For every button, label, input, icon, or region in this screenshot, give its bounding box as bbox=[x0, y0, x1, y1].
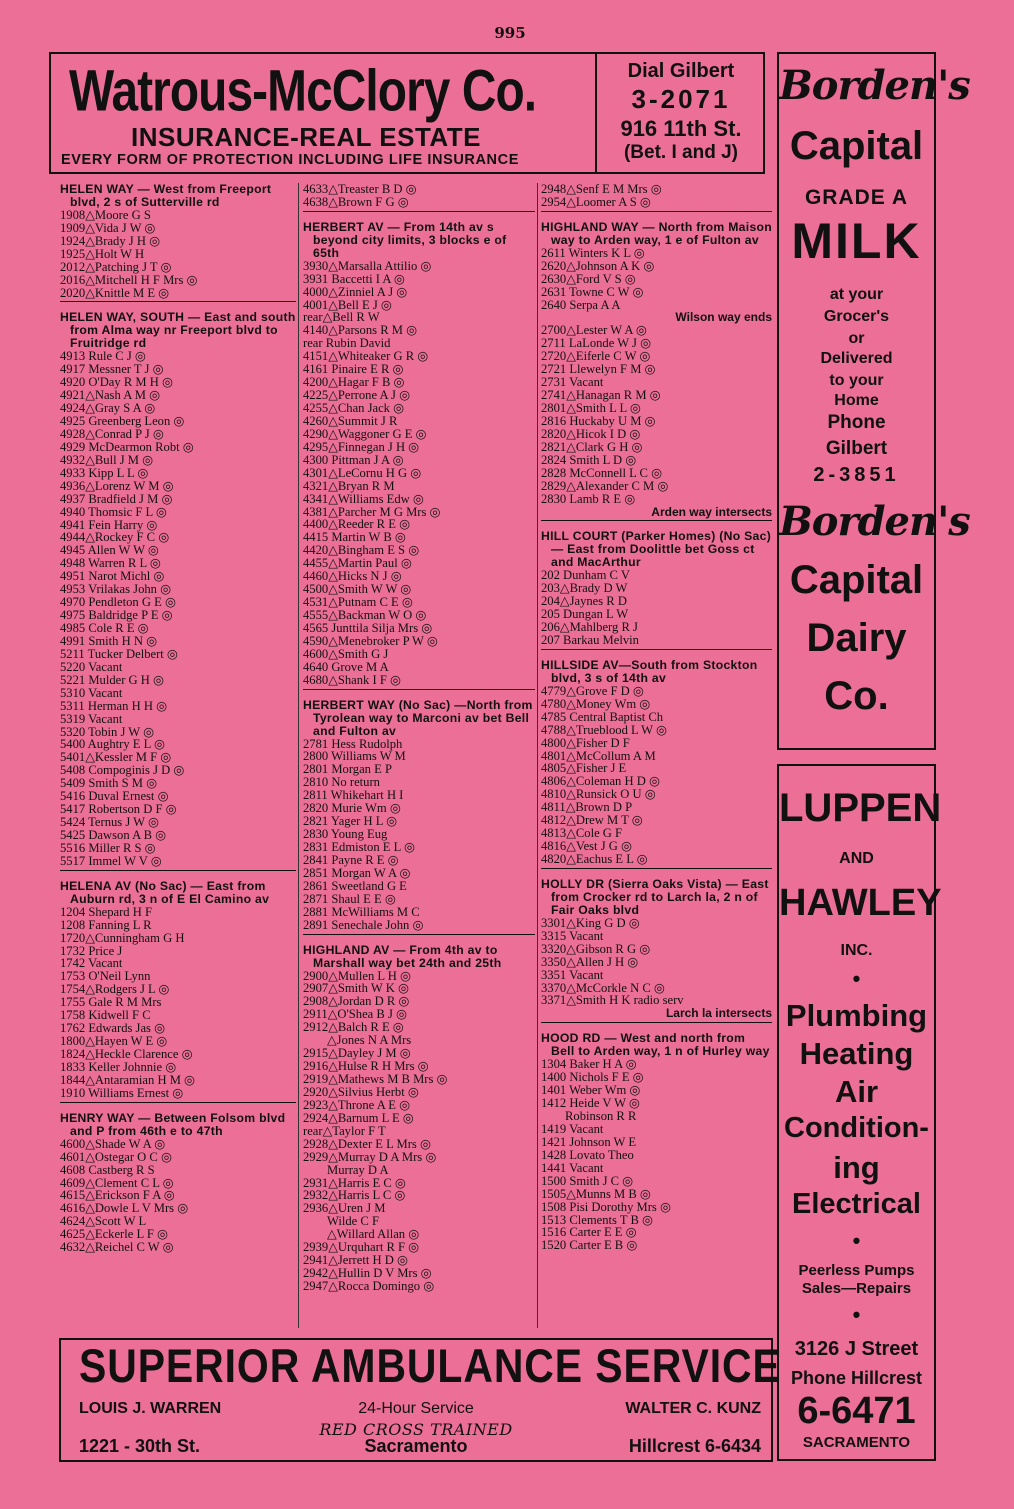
hawley-name: HAWLEY bbox=[779, 882, 942, 924]
resident-entry: 2841 Payne R E ◎ bbox=[303, 852, 399, 867]
top-ad-divider bbox=[595, 54, 597, 172]
resident-entry: 4816△Vest J G ◎ bbox=[541, 839, 632, 854]
service: ing bbox=[833, 1150, 880, 1185]
resident-entry: 3370△McCorkle N C ◎ bbox=[541, 980, 665, 995]
resident-entry: rear△Bell R W bbox=[303, 310, 380, 325]
resident-entry: 4928△Conrad P J ◎ bbox=[60, 426, 164, 441]
resident-entry: 2915△Dayley J M ◎ bbox=[303, 1046, 411, 1061]
resident-entry: 206△Mahlberg R J bbox=[541, 620, 638, 635]
resident-entry: 1208 Fanning L R bbox=[60, 917, 152, 932]
resident-entry: 4161 Pinaire E R ◎ bbox=[303, 362, 404, 377]
resident-entry: 4970 Pendleton G E ◎ bbox=[60, 595, 176, 610]
resident-entry: 4295△Finnegan J H ◎ bbox=[303, 439, 420, 454]
bordens-text: Grocer's bbox=[823, 308, 890, 325]
top-ad-line1: INSURANCE-REAL ESTATE bbox=[131, 122, 481, 152]
resident-entry: 2931△Harris E C ◎ bbox=[303, 1175, 406, 1190]
resident-entry: 4625△Eckerle L F ◎ bbox=[60, 1227, 168, 1242]
ambulance-ad bbox=[59, 1338, 781, 1462]
resident-entry: 4455△Martin Paul ◎ bbox=[303, 556, 412, 571]
section-rule bbox=[541, 649, 772, 650]
resident-entry: 1520 Carter E B ◎ bbox=[541, 1238, 638, 1253]
resident-entry: 4301△LeCornu H G ◎ bbox=[303, 465, 422, 480]
resident-entry: 2907△Smith W K ◎ bbox=[303, 981, 409, 996]
resident-entry: 4948 Warren R L ◎ bbox=[60, 556, 161, 571]
resident-entry: 2861 Sweetland G E bbox=[303, 878, 407, 893]
section-rule bbox=[541, 520, 772, 521]
resident-entry: 3320△Gibson R G ◎ bbox=[541, 941, 651, 956]
resident-entry: 2929△Murray D A Mrs ◎ bbox=[303, 1149, 437, 1164]
resident-entry: 2631 Towne C W ◎ bbox=[541, 284, 644, 299]
resident-entry: 2947△Rocca Domingo ◎ bbox=[303, 1279, 435, 1293]
resident-entry: 5408 Compoginis J D ◎ bbox=[60, 763, 185, 778]
bordens-milk: MILK bbox=[791, 213, 922, 269]
ambulance-left-name: LOUIS J. WARREN bbox=[79, 1400, 222, 1417]
street-heading: HELEN WAY, SOUTH — East and south from Alma way nr Freeport blvd to Fruitridge rd bbox=[60, 310, 296, 351]
resident-entry: 4937 Bradfield J M ◎ bbox=[60, 491, 173, 506]
resident-entry: 4420△Bingham E S ◎ bbox=[303, 543, 420, 558]
resident-entry: △Jones N A Mrs bbox=[327, 1033, 412, 1048]
resident-entry: 4991 Smith H N ◎ bbox=[60, 633, 158, 648]
resident-entry: 2810 No return bbox=[303, 775, 380, 790]
resident-entry: 2012△Patching J T ◎ bbox=[60, 259, 172, 274]
resident-entry: 4810△Runsick O U ◎ bbox=[541, 787, 656, 802]
resident-entry: 1755 Gale R M Mrs bbox=[60, 995, 162, 1010]
resident-entry: 1421 Johnson W E bbox=[541, 1134, 637, 1149]
resident-entry: 2881 McWilliams M C bbox=[303, 904, 420, 919]
resident-entry: 4500△Smith W W ◎ bbox=[303, 582, 412, 597]
resident-entry: 2912△Balch R E ◎ bbox=[303, 1020, 404, 1035]
resident-entry: 2941△Jerrett H D ◎ bbox=[303, 1253, 408, 1268]
luppen-hawley-ad bbox=[777, 764, 942, 1461]
resident-entry: 3930△Marsalla Attilio ◎ bbox=[303, 258, 432, 273]
resident-entry: 4925 Greenberg Leon ◎ bbox=[60, 414, 185, 429]
resident-entry: 1401 Weber Wm ◎ bbox=[541, 1083, 641, 1098]
resident-entry: 5310 Vacant bbox=[60, 685, 123, 700]
resident-entry: 4820△Eachus E L ◎ bbox=[541, 852, 648, 867]
resident-entry: 2816 Huckaby U M ◎ bbox=[541, 413, 656, 428]
resident-entry: 1753 O'Neil Lynn bbox=[60, 969, 151, 984]
section-rule bbox=[541, 868, 772, 869]
resident-entry: 5416 Duval Ernest ◎ bbox=[60, 789, 169, 804]
resident-entry: 1508 Pisi Dorothy Mrs ◎ bbox=[541, 1199, 671, 1214]
section-rule bbox=[60, 301, 296, 302]
bordens-text: Gilbert bbox=[825, 438, 888, 459]
resident-entry: 4255△Chan Jack ◎ bbox=[303, 401, 405, 416]
resident-entry: 4001△Bell E J ◎ bbox=[303, 297, 392, 312]
resident-entry: 203△Brady D W bbox=[541, 581, 628, 596]
resident-entry: 4785 Central Baptist Ch bbox=[541, 709, 664, 724]
resident-entry: 1732 Price J bbox=[60, 943, 123, 958]
resident-entry: △Willard Allan ◎ bbox=[327, 1227, 420, 1242]
resident-entry: 1428 Lovato Theo bbox=[541, 1147, 634, 1162]
resident-entry: 1758 Kidwell F C bbox=[60, 1008, 151, 1023]
resident-entry: 5319 Vacant bbox=[60, 711, 123, 726]
bordens-phone: 2-3851 bbox=[813, 464, 900, 486]
resident-entry: 4929 McDearmon Robt ◎ bbox=[60, 439, 194, 454]
resident-entry: 2630△Ford V S ◎ bbox=[541, 271, 636, 286]
resident-entry: 4608 Castberg R S bbox=[60, 1162, 155, 1177]
street-heading: HILLSIDE AV—South from Stockton blvd, 3 s of 14th av bbox=[541, 657, 758, 685]
street-heading: HERBERT WAY (No Sac) —North from Tyrolean way to Marconi av bet Bell and Fulton av bbox=[303, 697, 533, 738]
resident-entry: 5516 Miller R S ◎ bbox=[60, 840, 156, 855]
resident-entry: 2923△Throne A E ◎ bbox=[303, 1097, 411, 1112]
resident-entry: 4913 Rule C J ◎ bbox=[60, 349, 146, 364]
resident-entry: 4780△Money Wm ◎ bbox=[541, 696, 651, 711]
resident-entry: 2830 Lamb R E ◎ bbox=[541, 491, 636, 506]
ambulance-red-cross: RED CROSS TRAINED bbox=[319, 1420, 513, 1439]
bullet: • bbox=[852, 1302, 861, 1327]
street-heading: HIGHLAND WAY — North from Maison way to Arden way, 1 e of Fulton av bbox=[541, 219, 773, 247]
resident-entry: 2920△Silvius Herbt ◎ bbox=[303, 1084, 419, 1099]
street-note: Larch la intersects bbox=[665, 1006, 772, 1021]
resident-entry: 5425 Dawson A B ◎ bbox=[60, 828, 167, 843]
section-rule bbox=[541, 1022, 772, 1023]
resident-entry: 1441 Vacant bbox=[541, 1160, 604, 1175]
resident-entry: 2936△Uren J M bbox=[303, 1201, 386, 1216]
resident-entry: 3301△King G D ◎ bbox=[541, 915, 640, 930]
resident-entry: Robinson R R bbox=[565, 1109, 637, 1123]
section-rule bbox=[60, 1102, 296, 1103]
resident-entry: 5320 Tobin J W ◎ bbox=[60, 724, 155, 739]
pumps: Peerless Pumps bbox=[798, 1262, 915, 1279]
street-heading: HOOD RD — West and north from Bell to Arden way, 1 n of Hurley way bbox=[541, 1031, 770, 1059]
resident-entry: 5417 Robertson D F ◎ bbox=[60, 802, 177, 817]
street-heading: HOLLY DR (Sierra Oaks Vista) — East from Crocker rd to Larch la, 2 n of Fair Oaks blvd bbox=[541, 876, 769, 917]
resident-entry: 2801 Morgan E P bbox=[303, 762, 392, 777]
ambulance-city: Sacramento bbox=[364, 1436, 468, 1456]
resident-entry: 2891 Senechale John ◎ bbox=[303, 917, 424, 932]
resident-entry: 2741△Hanagan R M ◎ bbox=[541, 388, 661, 403]
resident-entry: 2720△Eiferle C W ◎ bbox=[541, 349, 651, 364]
bordens-text: at your bbox=[829, 286, 884, 303]
resident-entry: 4600△Shade W A ◎ bbox=[60, 1136, 166, 1151]
section-rule bbox=[541, 211, 772, 212]
resident-entry: 2828 McConnell L C ◎ bbox=[541, 465, 663, 480]
resident-entry: 1844△Antaramian H M ◎ bbox=[60, 1072, 196, 1087]
resident-entry: 2908△Jordan D R ◎ bbox=[303, 994, 410, 1009]
resident-entry: 2731 Vacant bbox=[541, 375, 604, 390]
resident-entry: 2824 Smith L D ◎ bbox=[541, 452, 637, 467]
resident-entry: 2016△Mitchell H F Mrs ◎ bbox=[60, 272, 198, 287]
resident-entry: 4811△Brown D P bbox=[541, 800, 633, 815]
resident-entry: 1762 Edwards Jas ◎ bbox=[60, 1021, 166, 1036]
resident-entry: 2020△Knittle M E ◎ bbox=[60, 285, 170, 300]
resident-entry: 5401△Kessler M F ◎ bbox=[60, 750, 172, 765]
resident-entry: 3350△Allen J H ◎ bbox=[541, 954, 639, 969]
resident-entry: 2900△Mullen L H ◎ bbox=[303, 968, 412, 983]
resident-entry: 4381△Parcher M G Mrs ◎ bbox=[303, 504, 441, 519]
resident-entry: 1516 Carter E E ◎ bbox=[541, 1225, 637, 1240]
resident-entry: 4400△Reeder R E ◎ bbox=[303, 517, 411, 532]
bordens-dairy: Dairy bbox=[806, 616, 907, 660]
luppen-and: AND bbox=[839, 850, 874, 867]
resident-entry: 4788△Trueblood L W ◎ bbox=[541, 722, 667, 737]
top-ad-phone: 3-2071 bbox=[631, 84, 731, 114]
resident-entry: 4936△Lorenz W M ◎ bbox=[60, 478, 174, 493]
luppen-address: 3126 J Street bbox=[794, 1338, 919, 1360]
resident-entry: 4921△Nash A M ◎ bbox=[60, 388, 161, 403]
column-divider bbox=[298, 183, 299, 1328]
luppen-inc: INC. bbox=[840, 942, 873, 959]
resident-entry: 4609△Clement C L ◎ bbox=[60, 1175, 174, 1190]
resident-entry: 2932△Harris L C ◎ bbox=[303, 1188, 406, 1203]
resident-entry: 5221 Mulder G H ◎ bbox=[60, 672, 165, 687]
resident-entry: 5517 Immel W V ◎ bbox=[60, 853, 162, 868]
resident-entry: 1720△Cunningham G H bbox=[60, 930, 185, 945]
directory-column-3 bbox=[541, 183, 772, 1252]
ambulance-right-phone: Hillcrest 6-6434 bbox=[628, 1436, 761, 1456]
column-divider bbox=[537, 183, 538, 1328]
resident-entry: 4601△Ostegar O C ◎ bbox=[60, 1149, 172, 1164]
bordens-grade: GRADE A bbox=[804, 186, 909, 209]
ambulance-title: SUPERIOR AMBULANCE SERVICE bbox=[79, 1340, 781, 1393]
resident-entry: 4321△Bryan R M bbox=[303, 478, 395, 493]
resident-entry: 3931 Baccetti I A ◎ bbox=[303, 271, 405, 286]
resident-entry: 2611 Winters K L ◎ bbox=[541, 245, 645, 260]
resident-entry: 1500 Smith J C ◎ bbox=[541, 1173, 634, 1188]
resident-entry: 2700△Lester W A ◎ bbox=[541, 323, 647, 338]
resident-entry: 204△Jaynes R D bbox=[541, 594, 627, 609]
ambulance-service: 24-Hour Service bbox=[358, 1400, 474, 1417]
resident-entry: 4632△Reichel C W ◎ bbox=[60, 1240, 174, 1255]
top-ad-company: Watrous-McClory Co. bbox=[69, 59, 537, 125]
resident-entry: 4640 Grove M A bbox=[303, 659, 389, 674]
resident-entry: 1304 Baker H A ◎ bbox=[541, 1057, 637, 1072]
street-heading: HIGHLAND AV — From 4th av to Marshall way bet 24th and 25th bbox=[303, 942, 502, 970]
directory-column-2 bbox=[303, 183, 535, 1293]
resident-entry: 5400 Aughtry E L ◎ bbox=[60, 737, 165, 752]
luppen-phone: 6-6471 bbox=[797, 1390, 916, 1432]
resident-entry: 2620△Johnson A K ◎ bbox=[541, 258, 655, 273]
resident-entry: 2721 Llewelyn F M ◎ bbox=[541, 362, 656, 377]
resident-entry: 4975 Baldridge P E ◎ bbox=[60, 608, 173, 623]
resident-entry: 2820△Hicok I D ◎ bbox=[541, 426, 641, 441]
bordens-text: Phone bbox=[827, 412, 886, 433]
bordens-logo: Borden's bbox=[779, 498, 970, 545]
resident-entry: 2851 Morgan W A ◎ bbox=[303, 865, 411, 880]
bordens-co: Co. bbox=[824, 674, 889, 718]
resident-entry: 2942△Hullin D V Mrs ◎ bbox=[303, 1266, 432, 1281]
service: Electrical bbox=[792, 1188, 921, 1220]
bordens-text: or bbox=[848, 330, 865, 347]
resident-entry: 1925△Holt W H bbox=[60, 246, 145, 261]
ambulance-left-address: 1221 - 30th St. bbox=[79, 1436, 201, 1456]
bordens-text: Delivered bbox=[820, 350, 893, 367]
resident-entry: Wilde C F bbox=[327, 1214, 379, 1229]
resident-entry: 1924△Brady J H ◎ bbox=[60, 233, 161, 248]
bordens-text: Home bbox=[834, 392, 879, 409]
street-heading: HENRY WAY — Between Folsom blvd and P from 46th e to 47th bbox=[60, 1110, 286, 1138]
street-note: Wilson way ends bbox=[675, 310, 772, 325]
luppen-city: SACRAMENTO bbox=[802, 1434, 911, 1451]
resident-entry: 1909△Vida J W ◎ bbox=[60, 220, 156, 235]
resident-entry: 1908△Moore G S bbox=[60, 207, 151, 222]
resident-entry: 2830 Young Eug bbox=[303, 827, 388, 842]
resident-entry: 5424 Ternus J W ◎ bbox=[60, 815, 159, 830]
resident-entry: 1800△Hayen W E ◎ bbox=[60, 1034, 168, 1049]
resident-entry: 5211 Tucker Delbert ◎ bbox=[60, 646, 178, 661]
resident-entry: 4941 Fein Harry ◎ bbox=[60, 517, 158, 532]
resident-entry: 2801△Smith L L ◎ bbox=[541, 401, 641, 416]
top-ad-between: (Bet. I and J) bbox=[623, 142, 738, 163]
resident-entry: 4290△Waggoner G E ◎ bbox=[303, 426, 427, 441]
resident-entry: 4932△Bull J M ◎ bbox=[60, 452, 154, 467]
resident-entry: 4460△Hicks N J ◎ bbox=[303, 569, 402, 584]
bordens-capital: Capital bbox=[789, 558, 924, 602]
resident-entry: 5220 Vacant bbox=[60, 659, 123, 674]
resident-entry: 1400 Nichols F E ◎ bbox=[541, 1070, 644, 1085]
resident-entry: 4933 Kipp L L ◎ bbox=[60, 465, 149, 480]
directory-column-1 bbox=[60, 183, 296, 1254]
resident-entry: 2820 Murie Wm ◎ bbox=[303, 801, 401, 816]
resident-entry: 4225△Perrone A J ◎ bbox=[303, 388, 411, 403]
resident-entry: 2711 LaLonde W J ◎ bbox=[541, 336, 652, 351]
luppen-phone-label: Phone Hillcrest bbox=[790, 1368, 923, 1388]
resident-entry: 1833 Keller Johnnie ◎ bbox=[60, 1059, 177, 1074]
resident-entry: 2800 Williams W M bbox=[303, 749, 406, 764]
street-note: Arden way intersects bbox=[651, 504, 772, 519]
resident-entry: 4600△Smith G J bbox=[303, 646, 389, 661]
section-rule bbox=[303, 934, 535, 935]
bordens-text: to your bbox=[829, 372, 884, 389]
top-ad-line2: EVERY FORM OF PROTECTION INCLUDING LIFE INSURANCE bbox=[61, 152, 519, 168]
resident-entry: rear Rubin David bbox=[303, 336, 391, 351]
ambulance-right-name: WALTER C. KUNZ bbox=[625, 1400, 761, 1417]
resident-entry: 2821△Clark G H ◎ bbox=[541, 439, 643, 454]
luppen-name: LUPPEN bbox=[779, 786, 942, 830]
resident-entry: 4951 Narot Michl ◎ bbox=[60, 569, 165, 584]
resident-entry: 4555△Backman W O ◎ bbox=[303, 608, 427, 623]
resident-entry: 2811 Whikehart H I bbox=[303, 788, 404, 803]
resident-entry: 2871 Shaul E E ◎ bbox=[303, 891, 396, 906]
top-ad-dial: Dial Gilbert bbox=[627, 60, 735, 82]
resident-entry: 4565 Junttila Silja Mrs ◎ bbox=[303, 620, 433, 635]
resident-entry: 4917 Messner T J ◎ bbox=[60, 362, 164, 377]
service: Condition- bbox=[784, 1112, 929, 1144]
resident-entry: 4779△Grove F D ◎ bbox=[541, 683, 644, 698]
resident-entry: 1505△Munns M B ◎ bbox=[541, 1186, 651, 1201]
resident-entry: 2919△Mathews M B Mrs ◎ bbox=[303, 1072, 448, 1086]
resident-entry: 1412 Heide V W ◎ bbox=[541, 1096, 640, 1111]
street-heading: HERBERT AV — From 14th av s beyond city limits, 3 blocks e of 65th bbox=[303, 219, 507, 260]
bordens-logo: Borden's bbox=[779, 62, 970, 109]
resident-entry: 2948△Senf E M Mrs ◎ bbox=[541, 182, 662, 196]
street-heading: HILL COURT (Parker Homes) (No Sac) — East from Doolittle bet Goss ct and MacArthur bbox=[541, 529, 772, 570]
resident-entry: 4151△Whiteaker G R ◎ bbox=[303, 349, 429, 364]
section-rule bbox=[60, 870, 296, 871]
resident-entry: 2928△Dexter E L Mrs ◎ bbox=[303, 1136, 431, 1151]
resident-entry: 4800△Fisher D F bbox=[541, 735, 630, 750]
resident-entry: 4680△Shank I F ◎ bbox=[303, 672, 401, 687]
resident-entry: 4812△Drew M T ◎ bbox=[541, 813, 643, 828]
resident-entry: 3371△Smith H K radio serv bbox=[541, 993, 684, 1008]
resident-entry: 4260△Summit J R bbox=[303, 413, 398, 428]
resident-entry: 4920 O'Day R M H ◎ bbox=[60, 375, 173, 390]
resident-entry: 4140△Parsons R M ◎ bbox=[303, 323, 418, 338]
resident-entry: 4805△Fisher J E bbox=[541, 761, 627, 776]
pumps: Sales—Repairs bbox=[801, 1280, 912, 1297]
resident-entry: 4940 Thomsic F L ◎ bbox=[60, 504, 167, 519]
resident-entry: 4615△Erickson F A ◎ bbox=[60, 1188, 175, 1203]
resident-entry: 5311 Herman H H ◎ bbox=[60, 698, 168, 713]
service: Heating bbox=[799, 1036, 914, 1071]
bullet: • bbox=[852, 1228, 861, 1253]
resident-entry: 4341△Williams Edw ◎ bbox=[303, 491, 424, 506]
resident-entry: Murray D A bbox=[327, 1162, 389, 1177]
resident-entry: 2939△Urquhart R F ◎ bbox=[303, 1240, 420, 1255]
resident-entry: rear△Taylor F T bbox=[303, 1123, 386, 1138]
resident-entry: 1204 Shepard H F bbox=[60, 904, 152, 919]
resident-entry: 1910 Williams Ernest ◎ bbox=[60, 1085, 184, 1100]
resident-entry: 4638△Brown F G ◎ bbox=[303, 194, 409, 209]
resident-entry: 3315 Vacant bbox=[541, 928, 604, 943]
bordens-capital: Capital bbox=[789, 124, 924, 168]
resident-entry: 1754△Rodgers J L ◎ bbox=[60, 982, 170, 997]
street-heading: HELENA AV (No Sac) — East from Auburn rd, 3 n of E El Camino av bbox=[60, 878, 270, 906]
resident-entry: 2640 Serpa A A bbox=[541, 297, 621, 312]
resident-entry: 1419 Vacant bbox=[541, 1121, 604, 1136]
resident-entry: 1513 Clements T B ◎ bbox=[541, 1212, 653, 1227]
resident-entry: 2916△Hulse R H Mrs ◎ bbox=[303, 1059, 429, 1074]
resident-entry: 2821 Yager H L ◎ bbox=[303, 814, 398, 829]
resident-entry: 4924△Gray S A ◎ bbox=[60, 401, 156, 416]
section-rule bbox=[303, 689, 535, 690]
resident-entry: 1824△Heckle Clarence ◎ bbox=[60, 1047, 193, 1062]
resident-entry: 2954△Loomer A S ◎ bbox=[541, 194, 651, 209]
bullet: • bbox=[852, 966, 861, 991]
page-number: 995 bbox=[494, 24, 526, 42]
resident-entry: 1742 Vacant bbox=[60, 956, 123, 971]
resident-entry: 4801△McCollum A M bbox=[541, 748, 656, 763]
resident-entry: 4300 Pittman J A ◎ bbox=[303, 452, 404, 467]
resident-entry: 2911△O'Shea B J ◎ bbox=[303, 1007, 407, 1022]
resident-entry: 207 Barkau Melvin bbox=[541, 633, 639, 648]
street-heading: HELEN WAY — West from Freeport blvd, 2 s of Sutterville rd bbox=[60, 182, 272, 209]
resident-entry: 2781 Hess Rudolph bbox=[303, 736, 403, 751]
resident-entry: 205 Dungan L W bbox=[541, 607, 629, 622]
resident-entry: 2831 Edmiston E L ◎ bbox=[303, 840, 415, 855]
resident-entry: 4813△Cole G F bbox=[541, 826, 623, 841]
resident-entry: 202 Dunham C V bbox=[541, 568, 630, 583]
resident-entry: 2924△Barnum L E ◎ bbox=[303, 1110, 414, 1125]
resident-entry: 4806△Coleman H D ◎ bbox=[541, 774, 660, 789]
resident-entry: 4000△Zinniel A J ◎ bbox=[303, 284, 408, 299]
resident-entry: 4985 Cole R E ◎ bbox=[60, 621, 149, 636]
resident-entry: 4633△Treaster B D ◎ bbox=[303, 182, 417, 196]
top-ad bbox=[49, 52, 765, 174]
resident-entry: 2829△Alexander C M ◎ bbox=[541, 478, 669, 493]
resident-entry: 4415 Martin W B ◎ bbox=[303, 530, 406, 545]
resident-entry: 4945 Allen W W ◎ bbox=[60, 543, 159, 558]
resident-entry: 4200△Hagar F B ◎ bbox=[303, 375, 405, 390]
service: Plumbing bbox=[785, 998, 928, 1033]
resident-entry: 4944△Rockey F C ◎ bbox=[60, 530, 170, 545]
service: Air bbox=[834, 1074, 879, 1109]
section-rule bbox=[303, 211, 535, 212]
top-ad-address: 916 11th St. bbox=[620, 116, 742, 141]
resident-entry: 4616△Dowle L V Mrs ◎ bbox=[60, 1201, 189, 1216]
resident-entry: 4531△Putnam C E ◎ bbox=[303, 595, 413, 610]
bordens-ad bbox=[777, 52, 970, 750]
resident-entry: 4624△Scott W L bbox=[60, 1214, 147, 1229]
resident-entry: 4590△Menebroker P W ◎ bbox=[303, 633, 438, 648]
resident-entry: 3351 Vacant bbox=[541, 967, 604, 982]
resident-entry: 5409 Smith S M ◎ bbox=[60, 776, 158, 791]
resident-entry: 4953 Vrilakas John ◎ bbox=[60, 582, 172, 597]
